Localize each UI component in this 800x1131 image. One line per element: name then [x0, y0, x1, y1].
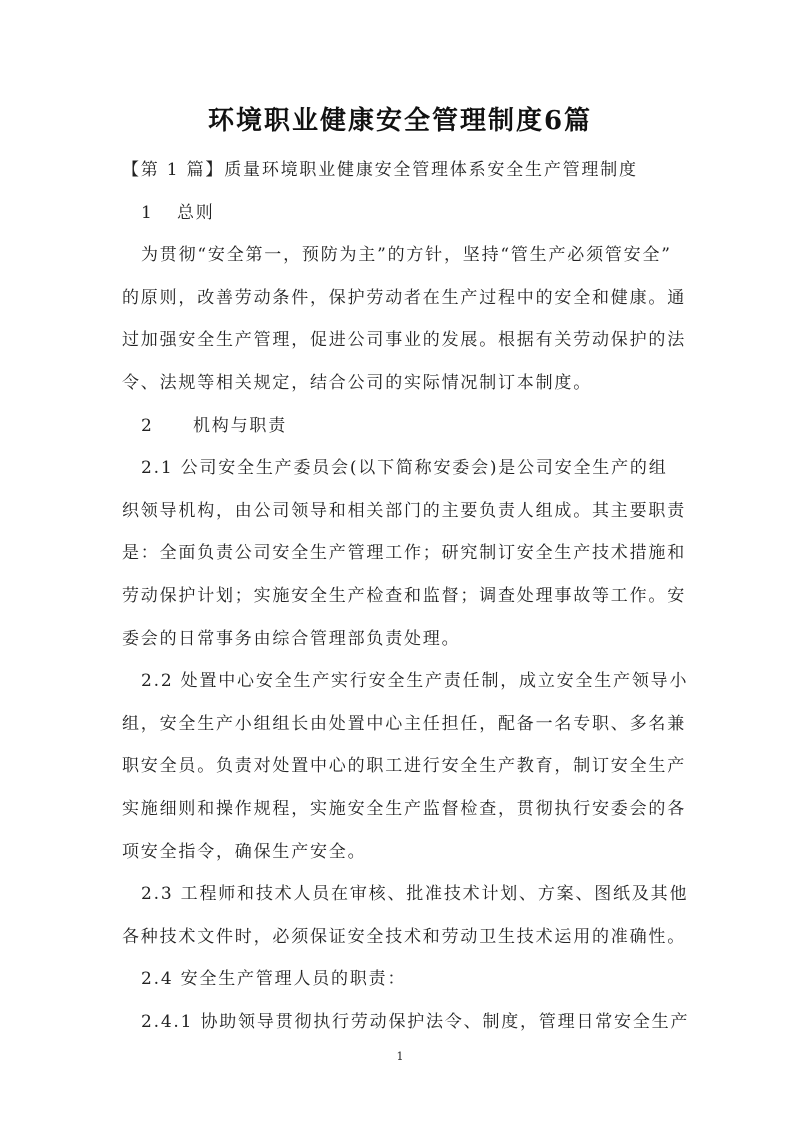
section-header: 【第 1 篇】质量环境职业健康安全管理体系安全生产管理制度 [122, 160, 638, 180]
heading-number: 2 [141, 415, 154, 436]
paragraph-line: 织领导机构，由公司领导和相关部门的主要负责人组成。其主要职责 [122, 500, 686, 521]
paragraph-line: 的原则，改善劳动条件，保护劳动者在生产过程中的安全和健康。通 [122, 287, 686, 308]
paragraph-line: 为贯彻“安全第一，预防为主”的方针，坚持“管生产必须管安全” [141, 245, 672, 266]
paragraph-line: 职安全员。负责对处置中心的职工进行安全生产教育，制订安全生产 [122, 756, 686, 777]
paragraph-line: 2.4.1 协助领导贯彻执行劳动保护法令、制度，管理日常安全生产 [141, 1011, 690, 1032]
paragraph-line: 2.2 处置中心安全生产实行安全生产责任制，成立安全生产领导小 [141, 671, 689, 692]
paragraph-line: 组，安全生产小组组长由处置中心主任担任，配备一名专职、多名兼 [122, 713, 686, 734]
paragraph-line: 2.3 工程师和技术人员在审核、批准技术计划、方案、图纸及其他 [141, 884, 689, 905]
paragraph-line: 是：全面负责公司安全生产管理工作；研究制订安全生产技术措施和 [122, 543, 686, 564]
heading-organization [122, 408, 687, 451]
heading-number: 1 [141, 202, 154, 223]
document-title: 环境职业健康安全管理制度6篇 [207, 106, 593, 136]
document-body [122, 152, 690, 1046]
paragraph-line: 劳动保护计划；实施安全生产检查和监督；调查处理事故等工作。安 [122, 585, 686, 606]
paragraph-line: 各种技术文件时，必须保证安全技术和劳动卫生技术运用的准确性。 [122, 926, 686, 947]
heading-text: 总则 [177, 202, 215, 223]
heading-text: 机构与职责 [193, 415, 287, 436]
paragraph-line: 令、法规等相关规定，结合公司的实际情况制订本制度。 [122, 372, 592, 393]
heading-general [122, 195, 687, 238]
page-number: 1 [396, 1050, 404, 1063]
paragraph-line: 过加强安全生产管理，促进公司事业的发展。根据有关劳动保护的法 [122, 330, 686, 351]
paragraph-line: 2.1 公司安全生产委员会(以下简称安委会)是公司安全生产的组 [141, 458, 668, 479]
paragraph-line: 委会的日常事务由综合管理部负责处理。 [122, 628, 461, 649]
paragraph-line: 实施细则和操作规程，实施安全生产监督检查，贯彻执行安委会的各 [122, 798, 686, 819]
paragraph-line: 2.4 安全生产管理人员的职责： [141, 969, 407, 990]
paragraph-line: 项安全指令，确保生产安全。 [122, 841, 367, 862]
